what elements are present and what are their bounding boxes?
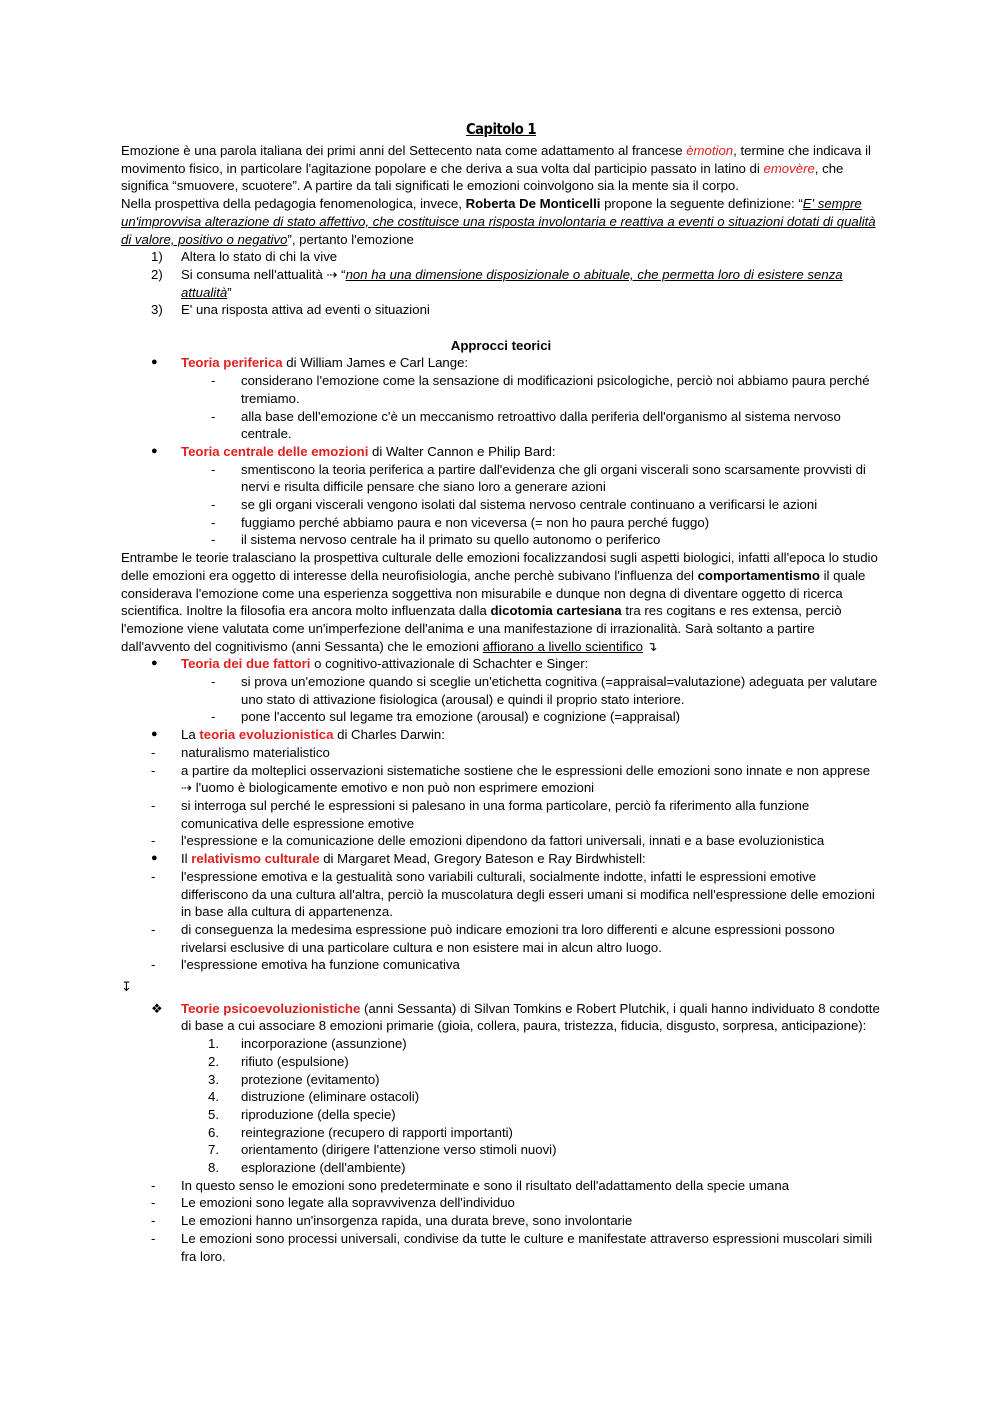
list-item: - fuggiamo perché abbiamo paura e non viceversa (= non ho paura perché fuggo) xyxy=(211,514,710,530)
list-item: 3) E' una risposta attiva ad eventi o situazioni xyxy=(151,302,430,318)
body-paragraph: Entrambe le teorie tralasciano la prospettiva culturale delle emozioni focalizzandosi sugli aspetti biologici, infatti all'epoca lo studio delle emozioni era oggetto di interesse della neurofisiologia, anche perchè subivano l'influenza del comportamentismo il quale considerava l'emozione come una esperienza soggettiva non misurabile e dunque non degna di diventare oggetto di ricerca scientifica. Inoltre la filosofia era ancora molto influenzata dalla dicotomia cartesiana tra res cogitans e res extensa, perciò l'emozione viene valutata come un'imperfezione dell'anima e una manifestazione di irrazionalità. Sarà soltanto a partire dall'avvento del cognitivismo (anni Sessanta) che le emozioni affiorano a livello scientifico ↴ xyxy=(121,550,878,654)
list-item: 4. distruzione (eliminare ostacoli) xyxy=(208,1089,420,1105)
list-item: - Le emozioni hanno un'insorgenza rapida, una durata breve, sono involontarie xyxy=(151,1213,633,1229)
down-arrow-icon: ↧ xyxy=(121,979,133,995)
list-item: 2) Si consuma nell'attualità ⇢ “non ha una dimensione disposizionale o abituale, che permetta loro di esistere senza attualità” xyxy=(151,266,843,300)
theory-item: ● Teoria dei due fattori o cognitivo-attivazionale di Schachter e Singer: xyxy=(121,655,881,673)
intro-paragraph-2: Nella prospettiva della pedagogia fenomenologica, invece, Roberta De Monticelli propone la seguente definizione: “E' sempre un'improvvisa alterazione di stato affettivo, che costituisce una risposta involontaria e reattiva a eventi o situazioni dotati di qualità di valore, positivo o negativo”, pertanto l'emozione xyxy=(121,196,876,247)
theory-item: ● Teoria periferica di William James e Carl Lange: xyxy=(121,354,881,372)
arrow-icon: ↴ xyxy=(643,638,658,654)
list-item: 7. orientamento (dirigere l'attenzione verso stimoli nuovi) xyxy=(208,1142,557,1158)
list-item: - si prova un'emozione quando si sceglie un'etichetta cognitiva (=appraisal=valutazione) adeguata per valutare uno stato di attivazione fisiologica (arousal) e quindi il proprio stato interiore. xyxy=(211,674,878,707)
list-item: 1) Altera lo stato di chi la vive xyxy=(151,249,338,265)
list-item: - di conseguenza la medesima espressione può indicare emozioni tra loro differenti e alcune espressioni possono rivelarsi esclusive di una particolare cultura e non esistere mai in alcun altro luogo. xyxy=(151,921,835,955)
list-item: - l'espressione emotiva ha funzione comunicativa xyxy=(151,957,460,973)
section-heading: Approcci teorici xyxy=(450,337,552,353)
list-item: - considerano l'emozione come la sensazione di modificazioni psicologiche, perciò noi abbiamo paura perché tremiamo. xyxy=(211,373,870,406)
bullet-icon: ● xyxy=(151,356,158,369)
theory-item: ● Teoria centrale delle emozioni di Walter Cannon e Philip Bard: xyxy=(121,443,881,461)
diamond-bullet-icon: ❖ xyxy=(151,1000,163,1016)
list-item: - alla base dell'emozione c'è un meccanismo retroattivo dalla periferia dell'organismo al sistema nervoso centrale. xyxy=(211,408,841,442)
list-item: - Le emozioni sono legate alla sopravvivenza dell'individuo xyxy=(151,1195,515,1211)
list-item: 2. rifiuto (espulsione) xyxy=(208,1053,349,1069)
document-page xyxy=(121,120,881,1265)
theory-item: ● La teoria evoluzionistica di Charles Darwin: xyxy=(121,726,881,744)
list-item: 1. incorporazione (assunzione) xyxy=(208,1036,407,1052)
intro-paragraph-1: Emozione è una parola italiana dei primi anni del Settecento nata come adattamento al francese èmotion, termine che indicava il movimento fisico, in particolare l'agitazione popolare e che deriva a sua volta dal participio passato in latino di emovère, che significa “smuovere, scuotere”. A partire da tali significati le emozioni coinvolgono sia la mente sia il corpo. xyxy=(121,143,871,194)
list-item: - il sistema nervoso centrale ha il primato su quello autonomo o periferico xyxy=(211,532,661,548)
list-item: - a partire da molteplici osservazioni sistematiche sostiene che le espressioni delle emozioni sono innate e non apprese ⇢ l'uomo è biologicamente emotivo e non può non esprimere emozioni xyxy=(151,762,871,796)
bullet-icon: ● xyxy=(151,444,158,457)
theory-item: ❖ Teorie psicoevoluzionistiche (anni Sessanta) di Silvan Tomkins e Robert Plutchik, i quali hanno individuato 8 condotte di base a cui associare 8 emozioni primarie (gioia, collera, paura, tristezza, fiducia, disgusto, sorpresa, anticipazione): xyxy=(121,1000,881,1035)
page-title: Capitolo 1 xyxy=(465,120,537,138)
list-item: - naturalismo materialistico xyxy=(151,744,330,760)
list-item: - l'espressione e la comunicazione delle emozioni dipendono da fattori universali, innati e a base evoluzionistica xyxy=(151,833,825,849)
bullet-icon: ● xyxy=(151,852,158,865)
list-item: - Le emozioni sono processi universali, condivise da tutte le culture e manifestate attraverso espressioni muscolari simili fra loro. xyxy=(151,1230,873,1264)
bullet-icon: ● xyxy=(151,728,158,741)
list-item: 8. esplorazione (dell'ambiente) xyxy=(208,1160,406,1176)
list-item: - se gli organi viscerali vengono isolati dal sistema nervoso centrale continuano a verificarsi le azioni xyxy=(211,497,818,513)
list-item: 5. riproduzione (della specie) xyxy=(208,1106,396,1122)
list-item: 3. protezione (evitamento) xyxy=(208,1071,380,1087)
list-item: - pone l'accento sul legame tra emozione (arousal) e cognizione (=appraisal) xyxy=(211,709,681,725)
list-item: - l'espressione emotiva e la gestualità sono variabili culturali, socialmente indotte, infatti le espressioni emotive differiscono da una cultura all'altra, perciò la muscolatura degli esseri umani si modifica nell'espressione delle emozioni in base alla cultura di appartenenza. xyxy=(151,868,875,920)
theory-item: ● Il relativismo culturale di Margaret Mead, Gregory Bateson e Ray Birdwhistell: xyxy=(121,850,881,868)
list-item: - smentiscono la teoria periferica a partire dall'evidenza che gli organi viscerali sono scarsamente provvisti di nervi e risulta difficile pensare che siano loro a generare azioni xyxy=(211,461,866,495)
bullet-icon: ● xyxy=(151,657,158,670)
list-item: - si interroga sul perché le espressioni si palesano in una forma particolare, perciò fa riferimento alla funzione comunicativa delle espressione emotive xyxy=(151,798,810,831)
list-item: 6. reintegrazione (recupero di rapporti importanti) xyxy=(208,1124,513,1140)
list-item: - In questo senso le emozioni sono predeterminate e sono il risultato dell'adattamento della specie umana xyxy=(151,1177,790,1193)
